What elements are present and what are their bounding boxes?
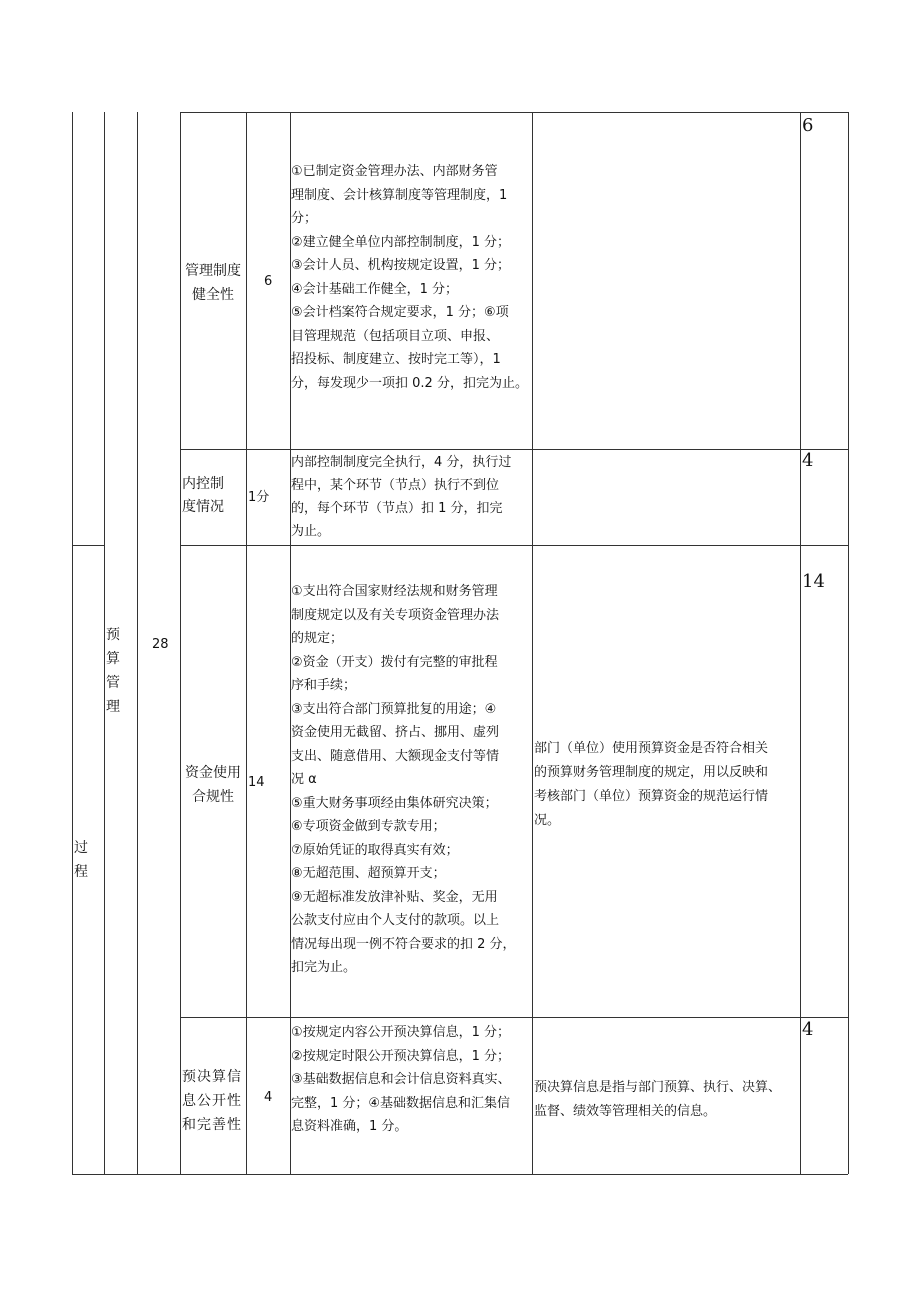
criteria-line: ③支出符合部门预算批复的用途；④: [291, 701, 497, 717]
criteria-line: 内部控制制度完全执行，4 分，执行过: [291, 455, 512, 470]
column-divider: [180, 112, 181, 1174]
score-fund-compliance: 14: [802, 571, 825, 592]
explanation-line: 考核部门（单位）预算资金的规范运行情: [534, 789, 769, 804]
indicator-internal-control: 内控制度情况: [182, 476, 224, 515]
criteria-line: ⑧无超范围、超预算开支；: [291, 866, 446, 881]
criteria-line: ②按规定时限公开预决算信息，1 分；: [291, 1048, 511, 1064]
table-bottom-border: [72, 1174, 848, 1175]
column-divider: [137, 112, 138, 1174]
criteria-internal-control: [291, 451, 511, 543]
criteria-line: 扣完为止。: [291, 960, 357, 975]
score-internal-control: 4: [802, 450, 814, 471]
column-divider: [72, 112, 73, 1174]
criteria-line: 分，每发现少一项扣 0.2 分，扣完为止。: [291, 375, 528, 391]
criteria-line: 的，每个环节（节点）扣 1 分，扣完: [291, 501, 503, 516]
explanation-budget-disclosure: [534, 1076, 781, 1124]
criteria-line: ⑥专项资金做到专款专用；: [291, 819, 446, 834]
criteria-line: ⑦原始凭证的取得真实有效；: [291, 842, 459, 858]
score-management-system: 6: [802, 115, 814, 136]
criteria-line: ②建立健全单位内部控制制度，1 分；: [291, 234, 511, 250]
explanation-line: 监督、绩效等管理相关的信息。: [534, 1104, 717, 1119]
weight-management-system: 6: [264, 274, 273, 289]
table-top-border: [180, 112, 848, 113]
column-divider: [800, 112, 801, 1174]
criteria-line: ⑨无超标准发放津补贴、奖金，无用: [291, 889, 498, 905]
explanation-line: 的预算财务管理制度的规定，用以反映和: [534, 765, 769, 780]
indicator-fund-compliance: 资金使用合规性: [185, 765, 241, 805]
criteria-line: 制度规定以及有关专项资金管理办法: [291, 607, 500, 623]
criteria-line: 的规定；: [291, 631, 344, 646]
criteria-line: 完整，1 分；④基础数据信息和汇集信: [291, 1095, 511, 1111]
row-divider: [180, 449, 848, 450]
criteria-line: ③基础数据信息和会计信息资料真实、: [291, 1072, 511, 1087]
criteria-line: 为止。: [291, 524, 331, 539]
criteria-line: ③会计人员、机构按规定设置，1 分；: [291, 258, 511, 273]
column-divider: [532, 112, 533, 1174]
criteria-line: 理制度、会计核算制度等管理制度，1: [291, 187, 508, 203]
indicator-budget-disclosure: 预决算信息公开性和完善性: [182, 1069, 242, 1133]
criteria-line: 程中，某个环节（节点）执行不到位: [291, 478, 500, 493]
criteria-line: ⑤会计档案符合规定要求，1 分；⑥项: [291, 305, 509, 320]
score-budget-disclosure: 4: [802, 1019, 814, 1040]
explanation-line: 预决算信息是指与部门预算、执行、决算、: [534, 1080, 782, 1095]
criteria-line: 招投标、制度建立、按时完工等），1: [291, 352, 501, 367]
table-right-border: [848, 112, 849, 1174]
level1-label: 过程: [74, 840, 88, 880]
criteria-line: 目管理规范（包括项目立项、申报、: [291, 328, 500, 344]
criteria-management-system: [291, 160, 528, 395]
explanation-line: 况。: [534, 813, 561, 828]
indicator-management-system: 管理制度健全性: [185, 263, 241, 303]
level2-label: 预算管理: [106, 627, 123, 715]
weight-budget-disclosure: 4: [264, 1090, 273, 1105]
level2-weight: 28: [152, 637, 169, 652]
criteria-line: 序和手续；: [291, 678, 357, 693]
criteria-line: 息资料准确，1 分。: [291, 1119, 408, 1134]
criteria-line: ②资金（开支）拨付有完整的审批程: [291, 654, 498, 670]
criteria-line: 分；: [291, 211, 318, 226]
criteria-line: 公款支付应由个人支付的款项。以上: [291, 913, 500, 928]
criteria-line: 况 α: [291, 772, 317, 787]
weight-fund-compliance: 14: [248, 775, 265, 790]
criteria-line: ①已制定资金管理办法、内部财务管: [291, 164, 498, 179]
explanation-fund-compliance: [534, 737, 768, 833]
column-divider: [246, 112, 247, 1174]
column-divider: [104, 112, 105, 1174]
criteria-budget-disclosure: [291, 1021, 511, 1139]
criteria-line: 情况每出现一例不符合要求的扣 2 分，: [291, 936, 516, 952]
weight-internal-control: 1分: [248, 490, 270, 505]
criteria-line: 资金使用无截留、挤占、挪用、虚列: [291, 725, 500, 740]
criteria-line: ⑤重大财务事项经由集体研究决策；: [291, 795, 498, 811]
criteria-line: ④会计基础工作健全，1 分；: [291, 281, 459, 297]
criteria-line: ①支出符合国家财经法规和财务管理: [291, 584, 498, 599]
row-divider: [180, 545, 848, 546]
criteria-line: ①按规定内容公开预决算信息，1 分；: [291, 1025, 511, 1040]
explanation-line: 部门（单位）使用预算资金是否符合相关: [534, 741, 769, 756]
criteria-line: 支出、随意借用、大额现金支付等情: [291, 748, 500, 764]
row-divider: [72, 545, 105, 546]
criteria-fund-compliance: [291, 580, 516, 980]
row-divider: [180, 1017, 848, 1018]
